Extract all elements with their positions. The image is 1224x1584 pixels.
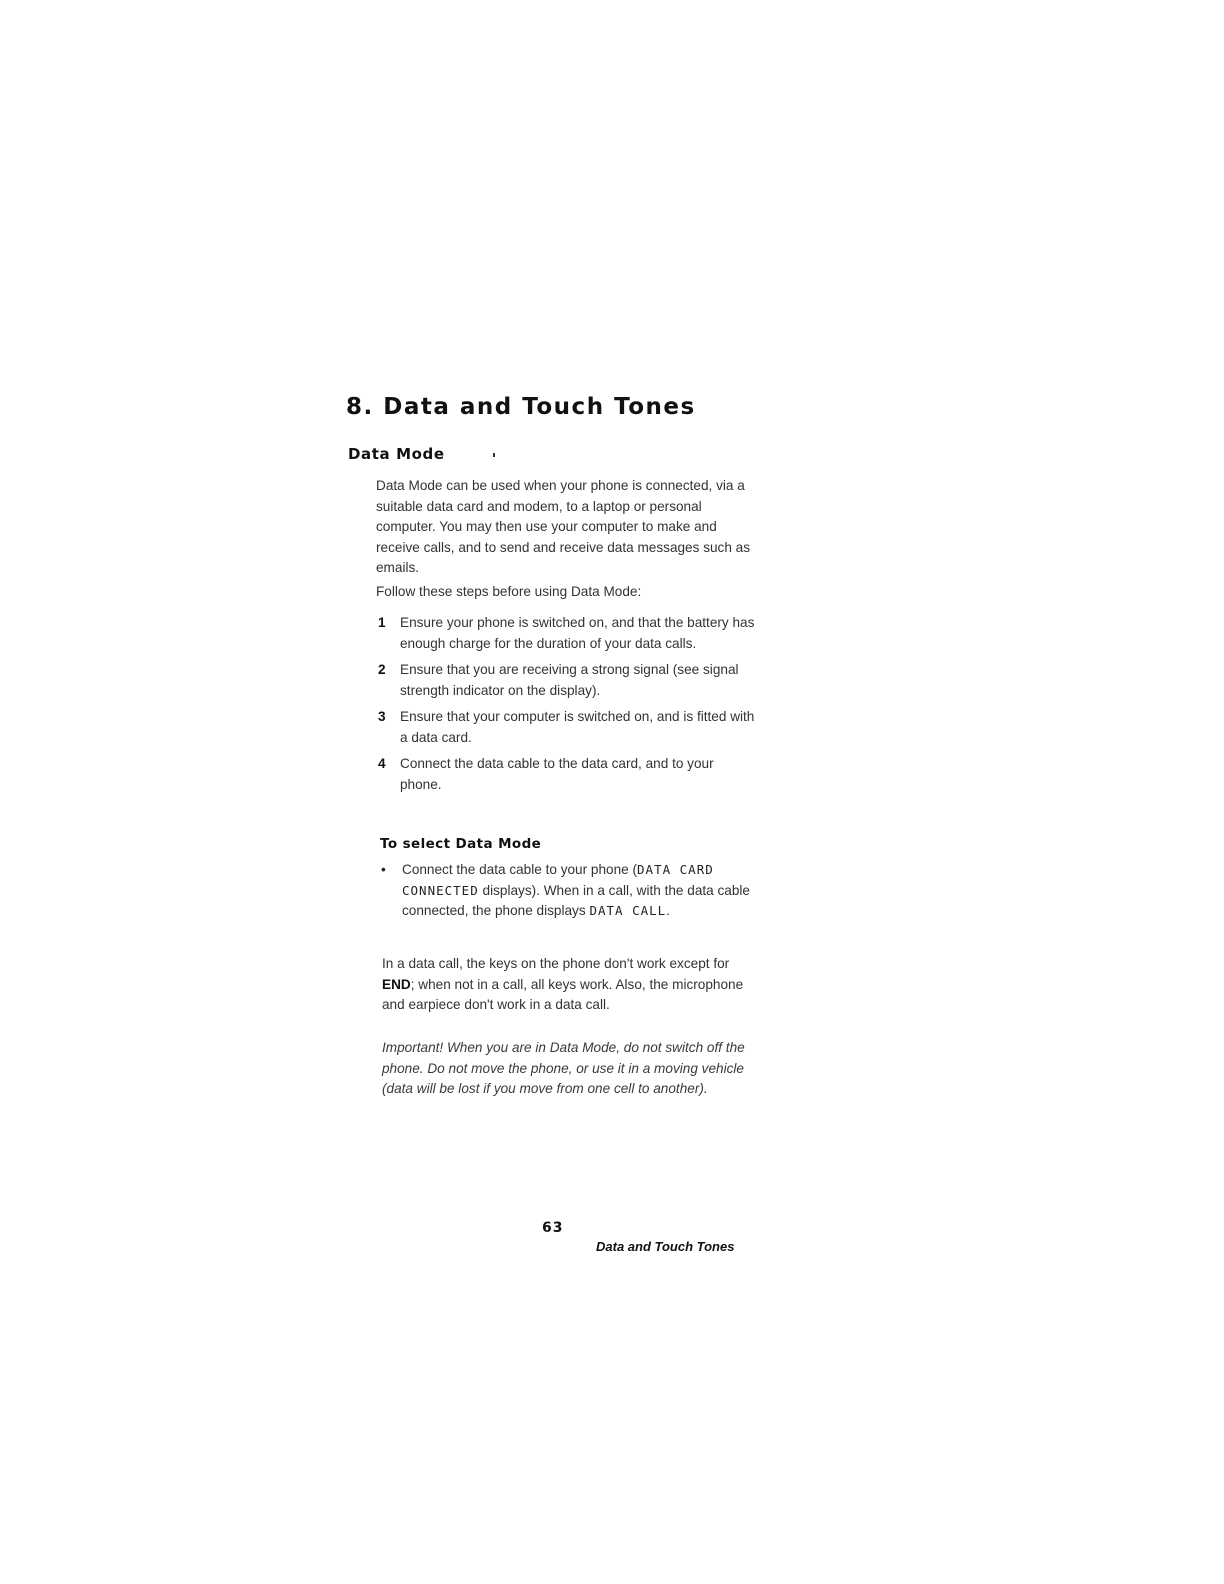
intro-paragraph: Data Mode can be used when your phone is connected, via a suitable data card and modem, to a laptop or personal computer. You may then use your computer to make and receive calls, and to send and receive data messages such as emails. — [376, 478, 751, 575]
step-number: 3 — [378, 709, 386, 724]
important-note-block — [382, 1038, 758, 1100]
steps-list — [376, 613, 756, 801]
follow-steps-text: Follow these steps before using Data Mode: — [376, 584, 642, 599]
bullet-marker: • — [381, 862, 386, 877]
important-note: Important! When you are in Data Mode, do not switch off the phone. Do not move the phone, or use it in a moving vehicle (data will be lost if you move from one cell to another). — [382, 1040, 745, 1096]
key-paragraph-text: In a data call, the keys on the phone don't work except for — [382, 956, 730, 971]
step-text: Ensure your phone is switched on, and that the battery has enough charge for the duration of your data calls. — [400, 615, 755, 651]
stray-mark — [493, 453, 495, 457]
step-text: Connect the data cable to the data card, and to your phone. — [400, 756, 714, 792]
bullet-item — [378, 860, 758, 922]
key-paragraph-text: ; when not in a call, all keys work. Also, the microphone and earpiece don't work in a data call. — [382, 976, 744, 1012]
running-footer: Data and Touch Tones — [596, 1239, 735, 1254]
key-behavior-paragraph — [382, 954, 758, 1016]
bullet-text-part: . — [666, 903, 670, 918]
chapter-title: 8. Data and Touch Tones — [346, 394, 696, 420]
select-steps-list — [378, 860, 758, 922]
step-text: Ensure that your computer is switched on, and is fitted with a data card. — [400, 709, 755, 745]
step-item-2 — [376, 660, 756, 701]
step-text: Ensure that you are receiving a strong signal (see signal strength indicator on the display). — [400, 662, 739, 698]
step-number: 2 — [378, 662, 386, 677]
step-item-3 — [376, 707, 756, 748]
bullet-text-part: Connect the data cable to your phone ( — [402, 862, 638, 877]
page-number: 63 — [542, 1220, 564, 1236]
bullet-text-part: displays). When in a call, with the data cable connected, the phone displays — [402, 882, 750, 918]
display-text-data-card-connected: DATA CARD CONNECTED — [402, 862, 714, 898]
select-data-mode-heading: To select Data Mode — [380, 836, 542, 852]
step-number: 4 — [378, 756, 386, 771]
display-text-data-call: DATA CALL — [589, 903, 667, 918]
section-heading-data-mode: Data Mode — [348, 445, 445, 463]
end-key-label: END — [382, 976, 411, 992]
follow-steps-block — [376, 582, 756, 603]
step-item-1 — [376, 613, 756, 654]
intro-paragraph-block — [376, 476, 756, 579]
step-item-4 — [376, 754, 756, 795]
key-behavior-block — [382, 954, 758, 1016]
step-number: 1 — [378, 615, 386, 630]
